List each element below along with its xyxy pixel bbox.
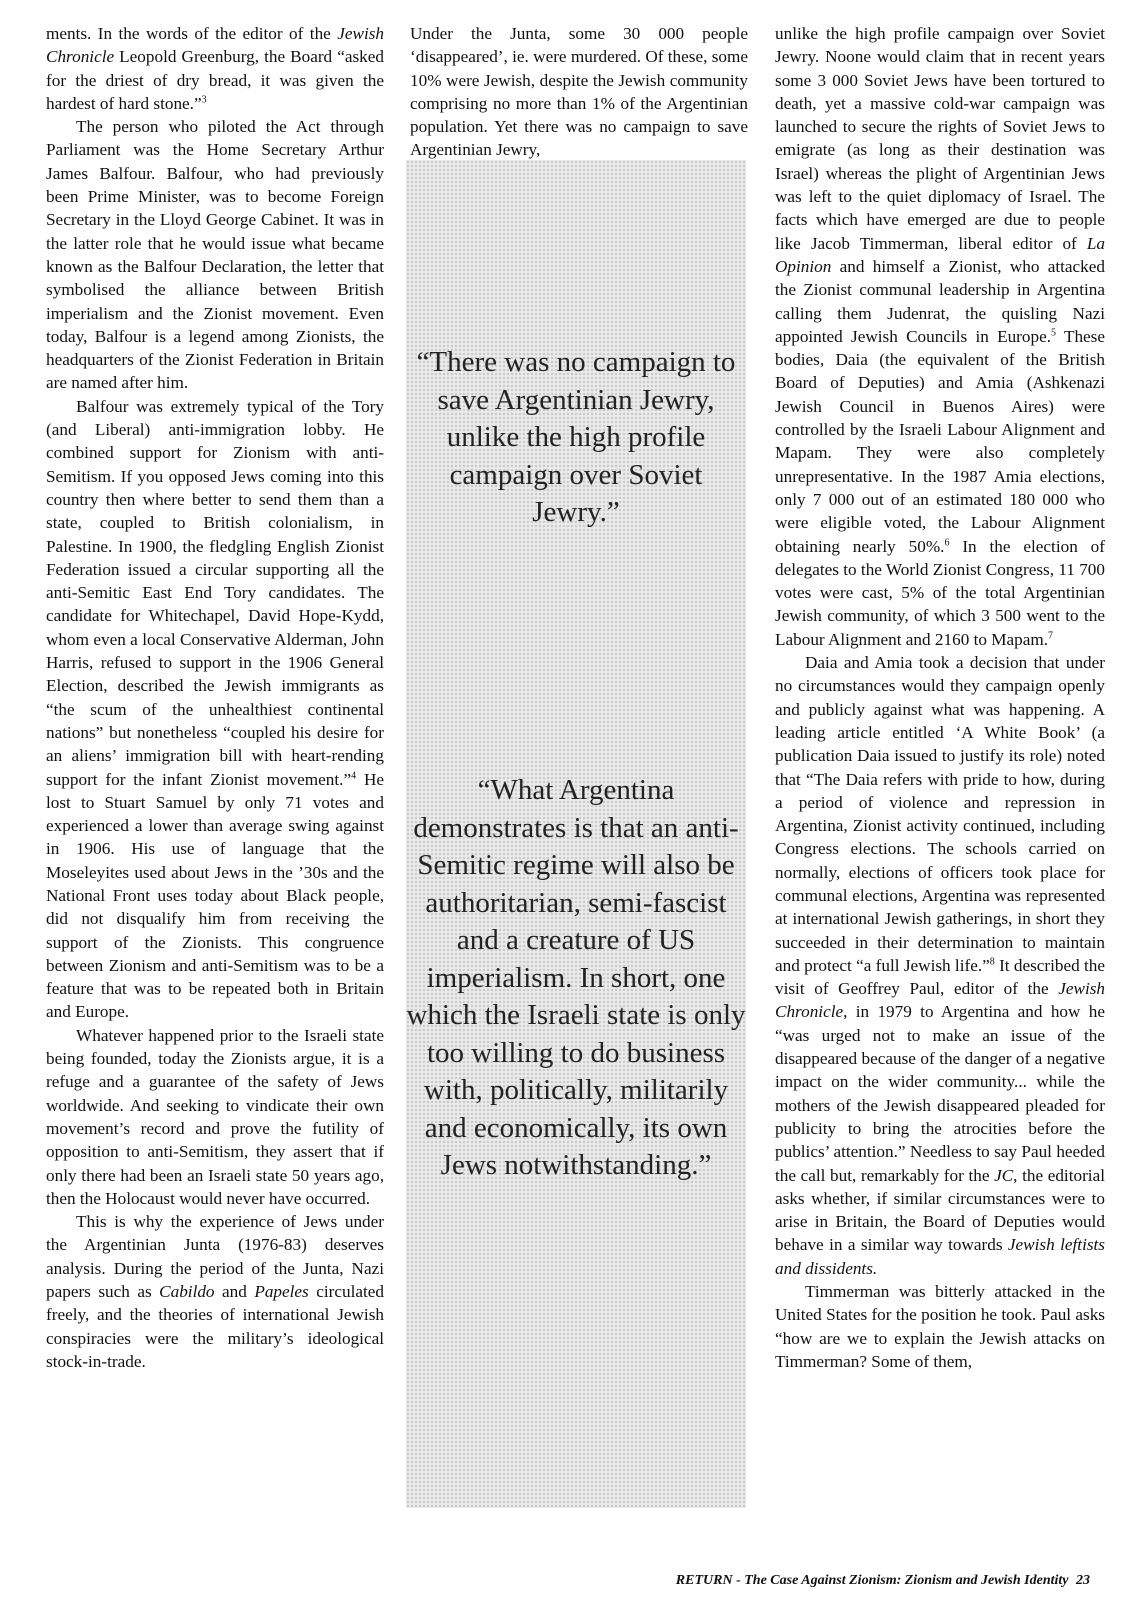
page-number: 23: [1076, 1573, 1090, 1588]
publication-title: RETURN - The Case Against Zionism: Zionism and Jewish Identity: [675, 1573, 1069, 1588]
footnote-ref: 3: [201, 94, 207, 106]
footnote-ref: 8: [989, 956, 995, 968]
pull-quote-2: “What Argentina demonstrates is that an anti-Semitic regime will also be authoritarian, semi-fascist and a creature of US imperialism. In short, one which the Israeli state is only too willing to do business with, politically, militarily and economically, its own Jews notwithstanding.”: [406, 774, 746, 1181]
footnote-ref: 5: [1051, 327, 1056, 339]
paragraph: unlike the high profile campaign over Soviet Jewry. Noone would claim that in recent years some 3 000 Soviet Jews have been tortured to death, yet a massive cold-war campaign was launched to secure the rights of Soviet Jews to emigrate (as long as their destination was Israel) whereas the plight of Argentinian Jews was left to the quiet diplomacy of Israel. The facts which have emerged are due to people like Jacob Timmerman, liberal editor of La Opinion and himself a Zionist, who attacked the Zionist communal leadership in Argentina calling them Judenrat, the quisling Nazi appointed Jewish Councils in Europe.$^5$ These bodies, Daia (the equivalent of the British Board of Deputies) and Amia (Ashkenazi Jewish Council in Buenos Aires) were controlled by the Israeli Labour Alignment and Mapam. They were also completely unrepresentative. In the 1987 Amia elections, only 7 000 out of an estimated 180 000 who were eligible voted, the Labour Alignment obtaining nearly 50%.$^6$ In the election of delegates to the World Zionist Congress, 11 700 votes were cast, 5% of the total Argentinian Jewish community, of which 3 500 went to the Labour Alignment and 2160 to Mapam.$^7$: [775, 24, 1105, 649]
paragraph: Balfour was extremely typical of the Tory (and Liberal) anti-immigration lobby. He combined support for Zionism with anti-Semitism. If you opposed Jews coming into this country then where better to send them than a state, coupled to British colonialism, in Palestine. In 1900, the fledgling English Zionist Federation issued a circular supporting all the anti-Semitic East End Tory candidates. The candidate for Whitechapel, David Hope-Kydd, whom even a local Conservative Alderman, John Harris, refused to support in the 1906 General Election, described the Jewish immigrants as “the scum of the unhealthiest continental nations” but nonetheless “coupled his desire for an aliens’ immigration bill with heart-rending support for the infant Zionist movement.”$^4$ He lost to Stuart Samuel by only 71 votes and experienced a lower than average swing against in 1906. His use of language that the Moseleyites used about Jews in the ’30s and the National Front uses today about Black people, did not disqualify him from receiving the support of the Zionists. This congruence between Zionism and anti-Semitism was to be a feature that was to be repeated both in Britain and Europe.: [46, 396, 384, 1022]
footnote-ref: 4: [351, 769, 357, 781]
pull-quote-1: “There was no campaign to save Argentinian Jewry, unlike the high profile campaign over Soviet Jewry.”: [416, 346, 736, 528]
paragraph: This is why the experience of Jews under the Argentinian Junta (1976-83) deserves analysis. During the period of the Junta, Nazi papers such as Cabildo and Papeles circulated freely, and the theories of international Jewish conspiracies were the military’s ideological stock-in-trade.: [46, 1212, 384, 1371]
page-footer: [672, 1573, 1090, 1589]
paragraph: Whatever happened prior to the Israeli state being founded, today the Zionists argue, it is a refuge and a guarantee of the safety of Jews worldwide. And seeking to vindicate their own movement’s record and prove the futility of opposition to anti-Semitism, they assert that if only there had been an Israeli state 50 years ago, then the Holocaust would never have occurred.: [46, 1025, 384, 1208]
article-column-left: [46, 22, 384, 1373]
footnote-ref: 7: [1048, 629, 1054, 641]
paragraph: The person who piloted the Act through Parliament was the Home Secretary Arthur James Balfour. Balfour, who had previously been Prime Minister, was to become Foreign Secretary in the Lloyd George Cabinet. It was in the latter role that he would issue what became known as the Balfour Declaration, the letter that symbolised the alliance between British imperialism and the Zionist movement. Even today, Balfour is a legend among Zionists, the headquarters of the Zionist Federation in Britain are named after him.: [46, 117, 384, 393]
footnote-ref: 6: [944, 536, 950, 548]
paragraph: Timmerman was bitterly attacked in the United States for the position he took. Paul asks “how are we to explain the Jewish attacks on Timmerman? Some of them,: [775, 1282, 1105, 1371]
paragraph: Under the Junta, some 30 000 people ‘disappeared’, ie. were murdered. Of these, some 10% were Jewish, despite the Jewish community comprising no more than 1% of the Argentinian population. Yet there was no campaign to save Argentinian Jewry,: [410, 24, 748, 160]
article-column-right: [775, 22, 1105, 1373]
paragraph: Daia and Amia took a decision that under no circumstances would they campaign openly and publicly against what was happening. A leading article entitled ‘A White Book’ (a publication Daia issued to justify its role) noted that “The Daia refers with pride to how, during a period of violence and repression in Argentina, Zionist activity continued, including Congress elections. The schools carried on normally, elections of officers took place for communal elections, Argentina was represented at international Jewish gatherings, in short they succeeded in their determination to maintain and protect “a full Jewish life.”$^8$ It described the visit of Geoffrey Paul, editor of the Jewish Chronicle, in 1979 to Argentina and how he “was urged not to make an issue of the disappeared because of the danger of a negative impact on the wider community... while the mothers of the Jewish disappeared pleaded for publicity to bring the atrocities before the publics’ attention.” Needless to say Paul heeded the call but, remarkably for the JC, the editorial asks whether, if similar circumstances were to arise in Britain, the Board of Deputies would behave in a similar way towards Jewish leftists and dissidents.: [775, 653, 1106, 1278]
paragraph: ments. In the words of the editor of the Jewish Chronicle Leopold Greenburg, the Board “asked for the driest of dry bread, it was given the hardest of hard stone.”$^3$: [46, 24, 384, 113]
article-column-middle: [410, 22, 748, 162]
pull-quote-panel: [406, 160, 746, 1508]
